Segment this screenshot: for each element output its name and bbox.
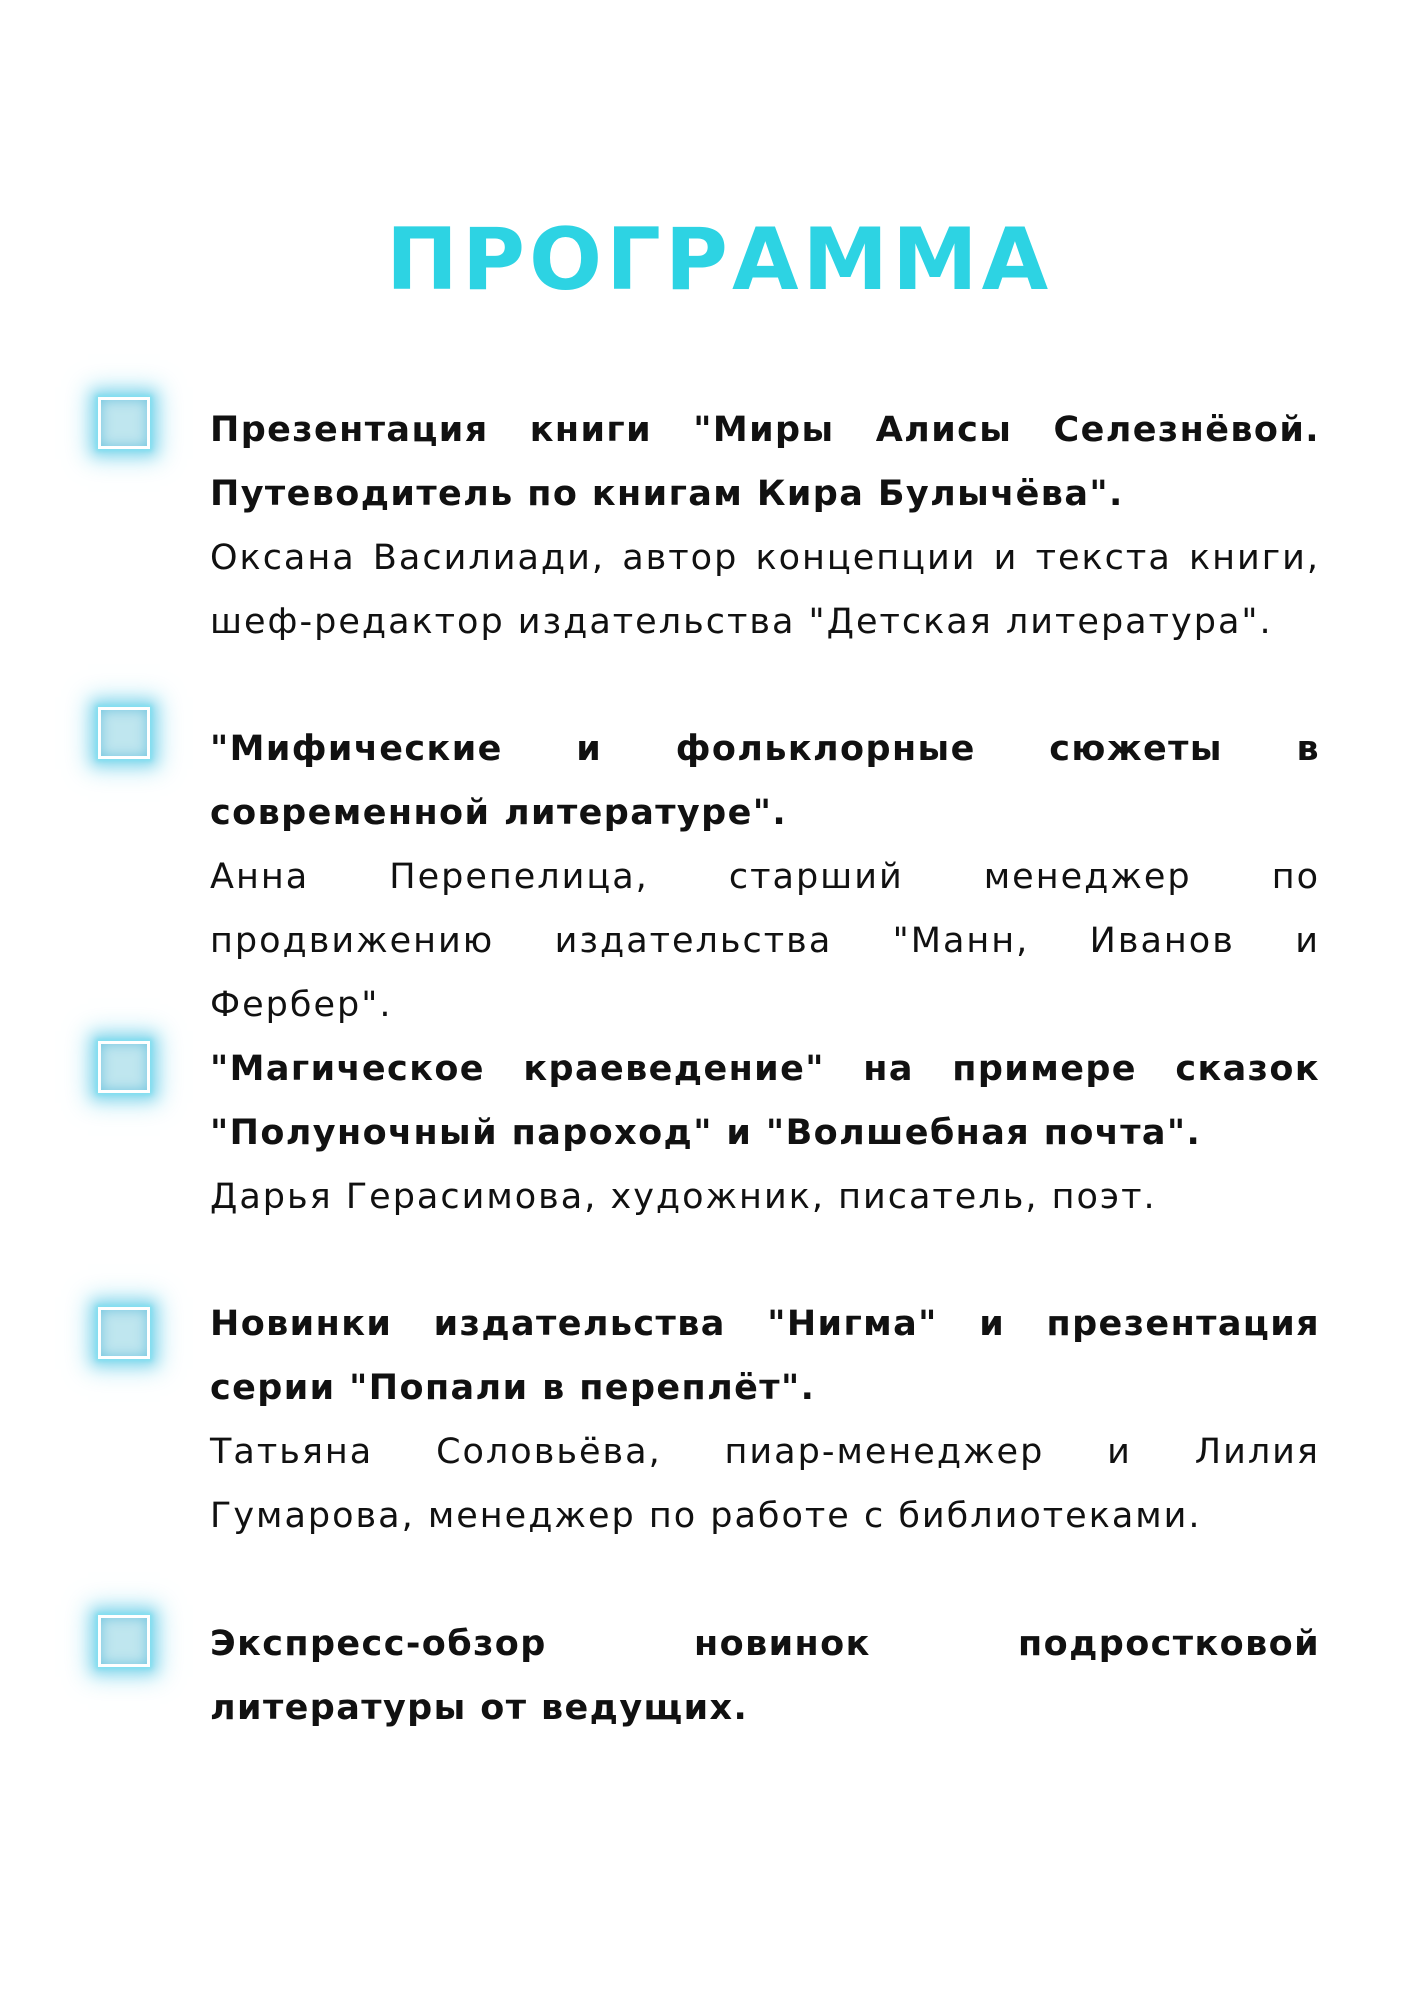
checkbox-icon[interactable] <box>98 707 150 759</box>
program-item-title: Новинки издательства "Нигма" и презентация серии "Попали в переплёт". <box>210 1304 1320 1408</box>
program-item-text <box>210 717 1320 1037</box>
program-item-text <box>210 398 1320 654</box>
program-item-text <box>210 1292 1320 1548</box>
checkbox-icon[interactable] <box>98 1615 150 1667</box>
program-item-title: Презентация книги "Миры Алисы Селезнёвой. Путеводитель по книгам Кира Булычёва". <box>210 410 1320 514</box>
program-item-description: Анна Перепелица, старший менеджер по продвижению издательства "Манн, Иванов и Фербер". <box>210 857 1320 1025</box>
program-item-description: Татьяна Соловьёва, пиар-менеджер и Лилия Гумарова, менеджер по работе с библиотеками. <box>210 1432 1320 1536</box>
program-item-title: "Магическое краеведение" на примере сказок "Полуночный пароход" и "Волшебная почта". <box>210 1049 1320 1153</box>
program-item-description: Оксана Василиади, автор концепции и текста книги, шеф-редактор издательства "Детская литература". <box>210 538 1320 642</box>
program-item-title: "Мифические и фольклорные сюжеты в современной литературе". <box>210 729 1320 833</box>
program-item-text <box>210 1037 1320 1229</box>
checkbox-icon[interactable] <box>98 1307 150 1359</box>
program-item-description: Дарья Герасимова, художник, писатель, поэт. <box>210 1177 1157 1217</box>
program-item-title: Экспресс-обзор новинок подростковой литературы от ведущих. <box>210 1624 1320 1728</box>
program-item-text <box>210 1612 1320 1740</box>
checkbox-icon[interactable] <box>98 1041 150 1093</box>
checkbox-icon[interactable] <box>98 397 150 449</box>
page-title: ПРОГРАММА <box>386 210 1053 310</box>
